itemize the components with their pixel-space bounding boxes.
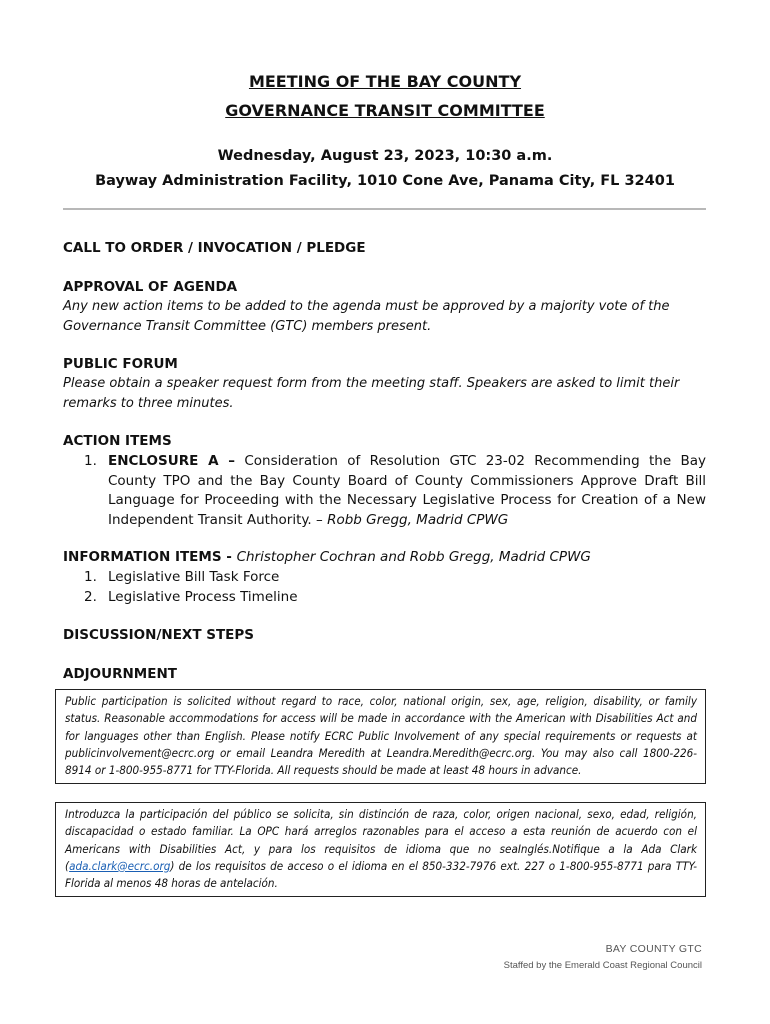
header-divider <box>63 208 706 210</box>
list-item <box>84 588 706 608</box>
list-item-number: 2. <box>84 588 97 605</box>
list-item-text: Legislative Bill Task Force <box>108 569 280 585</box>
spanish-notice-text-end: ) de los requisitos de acceso o el idioma en el 850-332-7976 ext. 227 o 1-800-955-8771 para TTY-Florida al menos 48 horas de antelación. <box>65 858 697 891</box>
list-item-number: 1. <box>84 569 97 585</box>
public-forum-heading: PUBLIC FORUM <box>63 356 178 372</box>
footer-org: BAY COUNTY GTC <box>605 943 702 955</box>
discussion-heading: DISCUSSION/NEXT STEPS <box>63 627 254 643</box>
call-to-order-heading: CALL TO ORDER / INVOCATION / PLEDGE <box>63 240 366 256</box>
ada-clark-email-link[interactable]: ada.clark@ecrc.org <box>69 858 171 873</box>
list-item-text: Legislative Process Timeline <box>108 588 298 605</box>
action-item-presenter: Robb Gregg, Madrid CPWG <box>327 511 509 528</box>
spanish-accessibility-notice <box>55 802 706 897</box>
action-items-heading: ACTION ITEMS <box>63 433 172 449</box>
spanish-notice-text-start: Introduzca la participación del público se solicita, sin distinción de raza, color, origen nacional, sexo, edad, religión, discapacidad o estado familiar. La OPC hará arreglos razonables para el acceso a esta reunión de acuerdo con el Americans with Disabilities Act, y para los requisitos de idioma que no seaInglés.Notifique a la Ada Clark ( <box>65 807 697 873</box>
action-item-text: Consideration of Resolution GTC 23-02 Recommending the Bay County TPO and the Bay County Board of County Commissioners Approve Draft Bill Language for Proceeding with the Necessary Legislative Process for Creation of a New Independent Transit Authority. – <box>108 453 706 528</box>
adjournment-heading: ADJOURNMENT <box>63 666 177 682</box>
information-items-label: INFORMATION ITEMS - <box>63 549 232 565</box>
english-accessibility-notice: Public participation is solicited without regard to race, color, national origin, sex, age, religion, disability, or family status. Reasonable accommodations for access will be made in accordance with the American with Disabilities Act and for languages other than English. Please notify ECRC Public Involvement of any special requirements or requests at publicinvolvement@ecrc.org or email Leandra Meredith at Leandra.Meredith@ecrc.org. You may also call 1800-226-8914 or 1-800-955-8771 for TTY-Florida. All requests should be made at least 48 hours in advance. <box>55 689 706 784</box>
information-items-list <box>84 568 706 607</box>
approval-heading: APPROVAL OF AGENDA <box>63 279 238 295</box>
enclosure-label: ENCLOSURE A – <box>108 453 236 469</box>
approval-text: Any new action items to be added to the agenda must be approved by a majority vote of the Governance Transit Committee (GTC) members present. <box>63 299 670 334</box>
list-item-number: 1. <box>84 453 97 469</box>
page-title-line2: GOVERNANCE TRANSIT COMMITTEE <box>225 101 545 120</box>
list-item-body <box>108 452 706 530</box>
list-item <box>84 452 706 530</box>
meeting-date-time: Wednesday, August 23, 2023, 10:30 a.m. <box>217 148 553 164</box>
footer-staffed-by: Staffed by the Emerald Coast Regional Council <box>503 960 702 971</box>
page-title-line1: MEETING OF THE BAY COUNTY <box>248 72 522 91</box>
information-items-presenter: Christopher Cochran and Robb Gregg, Madrid CPWG <box>236 549 591 565</box>
meeting-location: Bayway Administration Facility, 1010 Cone Ave, Panama City, FL 32401 <box>95 173 675 189</box>
action-items-list <box>84 452 706 530</box>
list-item <box>84 568 706 588</box>
information-items-heading <box>63 549 591 565</box>
public-forum-text: Please obtain a speaker request form from the meeting staff. Speakers are asked to limit their remarks to three minutes. <box>63 376 680 411</box>
